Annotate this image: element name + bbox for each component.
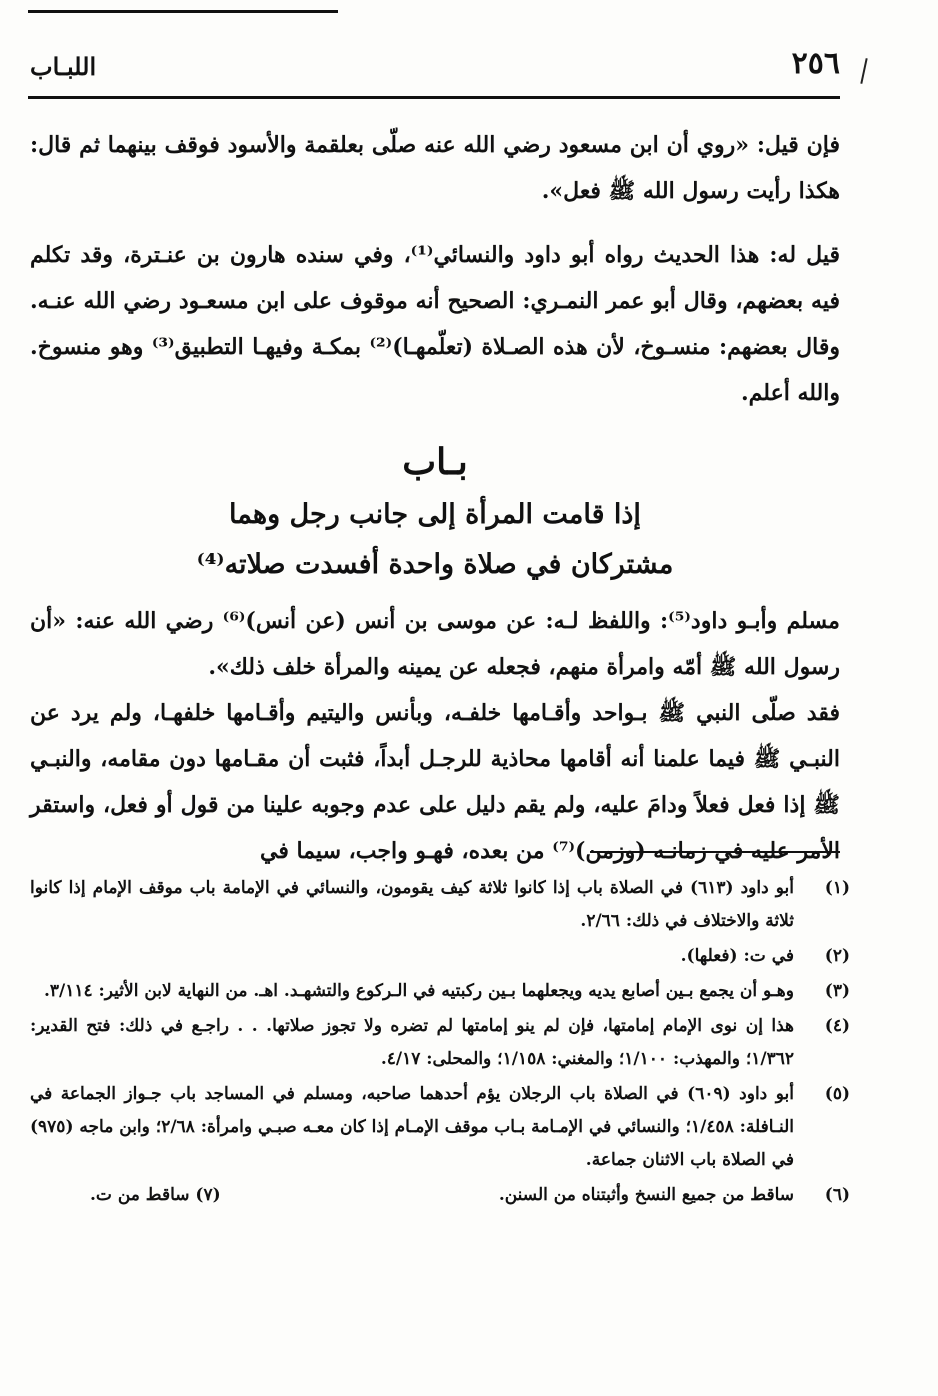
chapter-title-line-1: إذا قامت المرأة إلى جانب رجل وهما [229,499,641,530]
footnote-number: (٤) [824,1016,850,1036]
footnote-text: ساقط من جميع النسخ وأثبتناه من السنن. [498,1185,794,1205]
margin-mark [860,58,867,84]
paragraph-objection: فإن قيل: «روي أن ابن مسعود رضي الله عنه صلّى بعلقمة والأسود فوقف بينهما ثم قال: هكذا رأيت رسول الله ﷺ فعل». [30,132,840,204]
paragraph-hadith: مسلم وأبـو داود⁽⁵⁾: واللفظ لـه: عن موسى بن أنس (عن أنس)⁽⁶⁾ رضي الله عنه: «أن رسول الله ﷺ أمّه وامرأة منهم، فجعله عن يمينه والمرأة خلف ذلك». [30,608,840,680]
footnote-6-7-row [30,1179,850,1212]
footnote-2 [30,940,850,973]
footnote-text: أبو داود (٦٠٩) في الصلاة باب الرجلان يؤم أحدهما صاحبه، ومسلم في المساجد باب جـواز الجماعة في النـافلة: ١/٤٥٨؛ والنسائي في الإمـامة بـاب موقف الإمـام إذا كان معـه صبـي وامرأة: ٢/٦٨؛ وابن ماجه (٩٧٥) في الصلاة باب الاثنان جماعة. [30,1084,795,1170]
page-number: ٢٥٦ [791,46,840,81]
main-text [30,122,840,874]
footnote-1 [30,872,850,938]
chapter-title-line-2: مشتركان في صلاة واحدة أفسدت صلاته⁽⁴⁾ [196,549,674,580]
footnote-4 [30,1010,850,1076]
footnote-text: ساقط من ت. [90,1185,190,1205]
running-title: اللبـاب [30,52,97,81]
footnote-3 [30,975,850,1008]
footnote-number: (٧) [195,1185,221,1205]
footnote-text: هذا إن نوى الإمام إمامتها، فإن لم ينو إمامتها لم تضره ولا تجوز صلاتها. . . راجـع في ذلك: فتح القدير: ١/٣٦٢؛ والمهذب: ١/١٠٠؛ والمغني: ١/١٥٨؛ والمحلى: ٤/١٧. [30,1016,794,1069]
footnote-7 [90,1179,221,1212]
footnote-number: (٥) [824,1084,850,1104]
footnote-rule [590,851,840,853]
chapter-heading: بـاب [402,441,468,483]
footnote-number: (١) [824,878,850,898]
footnote-number: (٦) [824,1185,850,1205]
footnote-5 [30,1078,850,1177]
footnotes [30,872,850,1212]
footnote-number: (٢) [824,946,850,966]
footnote-number: (٣) [824,981,850,1001]
footnote-text: وهـو أن يجمع بـين أصابع يديه ويجعلهما بـين ركبتيه في الـركوع والتشهـد. اهـ. من النهاية لابن الأثير: ٣/١١٤. [43,981,794,1001]
top-rule [28,10,338,13]
footnote-text: أبو داود (٦١٣) في الصلاة باب إذا كانوا ثلاثة كيف يقومون، والنسائي في الإمامة باب موقف الإمام إذا كانوا ثلاثة والاختلاف في ذلك: ٢/٦٦. [30,878,794,931]
page-header [30,46,840,92]
footnote-text: في ت: (فعلها). [680,946,794,966]
header-rule [28,96,840,99]
paragraph-reply: قيل له: هذا الحديث رواه أبو داود والنسائي⁽¹⁾، وفي سنده هارون بن عنـترة، وقد تكلم فيه بعضهم، وقال أبو عمر النمـري: الصحيح أنه موقوف على ابن مسعـود رضي الله عنـه. وقال بعضهم: منسـوخ، لأن هذه الصـلاة (تعلّمهـا)⁽²⁾ بمكـة وفيهـا التطبيق⁽³⁾ وهو منسوخ. والله أعلم. [30,242,840,406]
paragraph-discussion: فقد صلّى النبي ﷺ بـواحد وأقـامها خلفـه، وبأنس واليتيم وأقـامها خلفهـا، ولم يرد عن النبـي ﷺ فيما علمنا أنه أقامها محاذية للرجـل أبداً، فثبت أن مقـامها دون مقامه، والنبـي ﷺ إذا فعل فعلاً ودامَ عليه، ولم يقم دليل على عدم وجوبه علينا من قول أو فعل، واستقر الأمر عليه في زمانـه (وزمن)⁽⁷⁾ من بعده، فهـو واجب، سيما في [30,700,840,864]
